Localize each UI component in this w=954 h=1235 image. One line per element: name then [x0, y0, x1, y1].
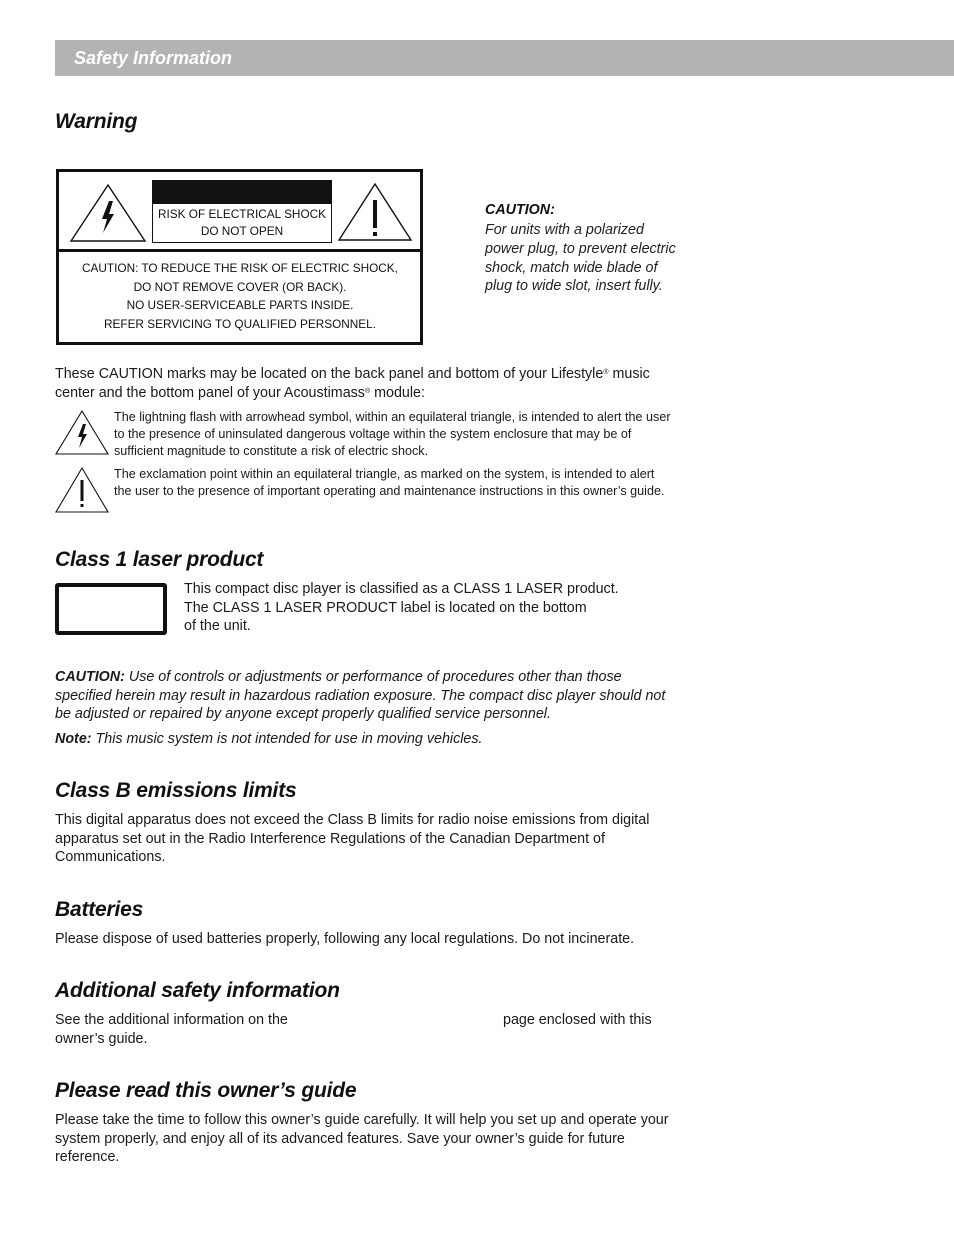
- warning-heading: Warning: [55, 110, 138, 133]
- warning-label-divider: [59, 249, 421, 252]
- additional-safety-text-line2: owner’s guide.: [55, 1031, 148, 1047]
- laser-heading: Class 1 laser product: [55, 548, 264, 571]
- exclamation-symbol-explanation: The exclamation point within an equilateral triangle, as marked on the system, is intended to alert the user to the presence of important operating and maintenance instructions in this owner’s guide.: [114, 467, 665, 498]
- read-guide-text: Please take the time to follow this owner’s guide carefully. It will help you set up and operate your system properly, and enjoy all of its advanced features. Save your owner’s guide for future reference.: [55, 1112, 669, 1165]
- lightning-triangle-icon: [69, 183, 147, 243]
- polarized-plug-caution-title: CAUTION:: [485, 202, 555, 218]
- additional-safety-text-part2: page enclosed with this: [503, 1012, 652, 1028]
- read-guide-heading: Please read this owner’s guide: [55, 1079, 357, 1102]
- additional-safety-heading: Additional safety information: [55, 979, 340, 1002]
- laser-classification-text: This compact disc player is classified as a CLASS 1 LASER product. The CLASS 1 LASER PRODUCT label is located on the bottom of the unit.: [184, 581, 619, 634]
- lightning-symbol-explanation: The lightning flash with arrowhead symbol, within an equilateral triangle, is intended to alert the user to the presence of uninsulated dangerous voltage within the system enclosure that may be of sufficient magnitude to constitute a risk of electric shock.: [114, 410, 671, 458]
- label-caution-line4: REFER SERVICING TO QUALIFIED PERSONNEL.: [103, 317, 377, 331]
- class-b-text: This digital apparatus does not exceed the Class B limits for radio noise emissions from digital apparatus set out in the Radio Interference Regulations of the Canadian Department of Communications.: [55, 812, 650, 865]
- label-caution-line1: CAUTION: TO REDUCE THE RISK OF ELECTRIC SHOCK,: [82, 261, 398, 275]
- batteries-heading: Batteries: [55, 898, 144, 921]
- label-caution-line2: DO NOT REMOVE COVER (OR BACK).: [133, 280, 347, 294]
- shock-warning-line1: RISK OF ELECTRICAL SHOCK: [157, 207, 327, 221]
- vehicle-note: Note: This music system is not intended for use in moving vehicles.: [55, 731, 483, 747]
- laser-label-box: [55, 583, 167, 635]
- exclamation-symbol-icon: [55, 467, 109, 513]
- laser-caution: CAUTION: Use of controls or adjustments or performance of procedures other than those specified herein may result in hazardous radiation exposure. The compact disc player should not be adjusted or repaired by anyone except properly qualified service personnel.: [55, 669, 666, 722]
- additional-safety-text-part1: See the additional information on the: [55, 1012, 288, 1028]
- batteries-text: Please dispose of used batteries properly, following any local regulations. Do not incinerate.: [55, 931, 635, 947]
- lightning-symbol-icon: [55, 410, 109, 455]
- class-b-heading: Class B emissions limits: [55, 779, 297, 802]
- exclamation-triangle-icon: [337, 182, 413, 242]
- caution-marks-intro: These CAUTION marks may be located on the back panel and bottom of your Lifestyle® music center and the bottom panel of your Acoustimass® module:: [55, 366, 650, 401]
- label-caution-line3: NO USER-SERVICEABLE PARTS INSIDE.: [126, 298, 354, 312]
- shock-warning-line2: DO NOT OPEN: [200, 224, 284, 238]
- section-header-title: Safety Information: [74, 48, 233, 68]
- polarized-plug-caution-text: For units with a polarized power plug, to prevent electric shock, match wide blade of plug to wide slot, insert fully.: [485, 222, 676, 295]
